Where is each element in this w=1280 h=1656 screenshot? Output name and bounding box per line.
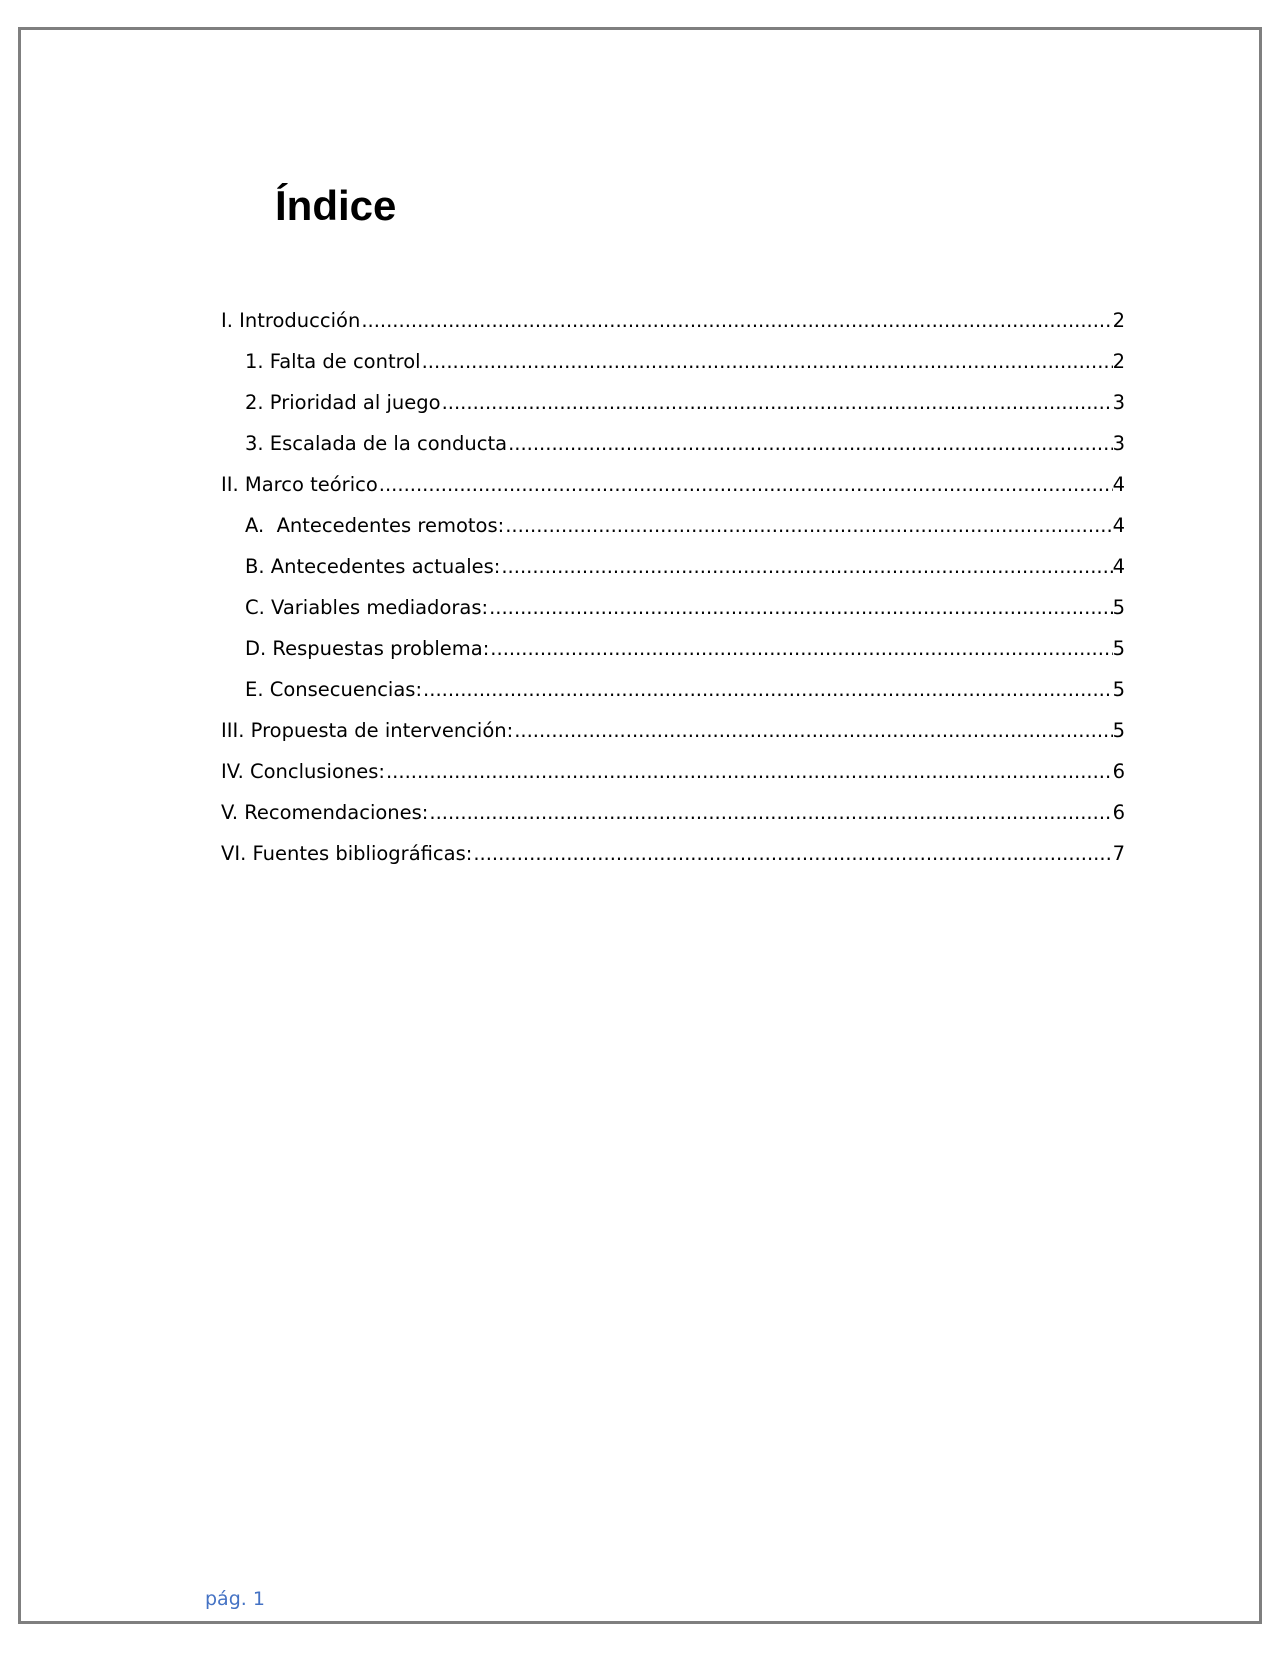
toc-dot-leader — [428, 800, 1112, 826]
toc-entry[interactable] — [221, 718, 1125, 759]
toc-entry[interactable] — [221, 759, 1125, 800]
document-page — [18, 27, 1262, 1624]
toc-entry-label: B. Antecedentes actuales: — [245, 555, 501, 578]
table-of-contents — [221, 308, 1125, 882]
toc-entry-page: 6 — [1112, 801, 1125, 824]
toc-dot-leader — [504, 513, 1112, 539]
toc-entry-label: IV. Conclusiones: — [221, 760, 385, 783]
toc-entry-page: 3 — [1112, 391, 1125, 414]
page-title: Índice — [275, 182, 397, 229]
toc-dot-leader — [500, 554, 1112, 580]
toc-entry[interactable] — [221, 513, 1125, 554]
toc-dot-leader — [360, 308, 1112, 334]
toc-entry-page: 4 — [1112, 514, 1125, 537]
toc-entry-label: 3. Escalada de la conducta — [245, 432, 508, 455]
toc-entry-label: II. Marco teórico — [221, 473, 378, 496]
toc-entry-page: 5 — [1112, 678, 1125, 701]
toc-entry[interactable] — [221, 841, 1125, 882]
toc-entry-page: 4 — [1112, 555, 1125, 578]
toc-dot-leader — [378, 472, 1113, 498]
toc-entry-label: D. Respuestas problema: — [245, 637, 490, 660]
toc-entry-label: C. Variables mediadoras: — [245, 596, 489, 619]
toc-entry[interactable] — [221, 595, 1125, 636]
toc-dot-leader — [472, 841, 1112, 867]
toc-entry-label: E. Consecuencias: — [245, 678, 423, 701]
toc-entry[interactable] — [221, 800, 1125, 841]
toc-entry-page: 5 — [1112, 637, 1125, 660]
page-number-footer: pág. 1 — [205, 1588, 265, 1610]
toc-entry[interactable] — [221, 349, 1125, 390]
toc-entry-label: A. Antecedentes remotos: — [245, 514, 505, 537]
toc-dot-leader — [385, 759, 1113, 785]
toc-entry[interactable] — [221, 677, 1125, 718]
toc-dot-leader — [421, 349, 1113, 375]
toc-entry[interactable] — [221, 636, 1125, 677]
toc-entry-page: 5 — [1112, 719, 1125, 742]
toc-entry[interactable] — [221, 390, 1125, 431]
toc-entry-label: V. Recomendaciones: — [221, 801, 429, 824]
toc-dot-leader — [513, 718, 1112, 744]
toc-entry-page: 7 — [1112, 842, 1125, 865]
toc-entry[interactable] — [221, 308, 1125, 349]
toc-entry[interactable] — [221, 554, 1125, 595]
toc-dot-leader — [422, 677, 1113, 703]
toc-entry-label: III. Propuesta de intervención: — [221, 719, 514, 742]
toc-dot-leader — [489, 636, 1112, 662]
toc-entry-page: 5 — [1112, 596, 1125, 619]
toc-entry[interactable] — [221, 431, 1125, 472]
toc-entry-page: 3 — [1112, 432, 1125, 455]
toc-entry-label: VI. Fuentes bibliográficas: — [221, 842, 473, 865]
toc-entry-label: 2. Prioridad al juego — [245, 391, 441, 414]
toc-entry-label: I. Introducción — [221, 309, 361, 332]
toc-entry-page: 2 — [1112, 350, 1125, 373]
toc-dot-leader — [507, 431, 1113, 457]
toc-entry-page: 4 — [1112, 473, 1125, 496]
toc-entry-label: 1. Falta de control — [245, 350, 421, 373]
toc-entry-page: 2 — [1112, 309, 1125, 332]
toc-dot-leader — [488, 595, 1113, 621]
toc-dot-leader — [441, 390, 1113, 416]
toc-entry-page: 6 — [1112, 760, 1125, 783]
toc-entry[interactable] — [221, 472, 1125, 513]
